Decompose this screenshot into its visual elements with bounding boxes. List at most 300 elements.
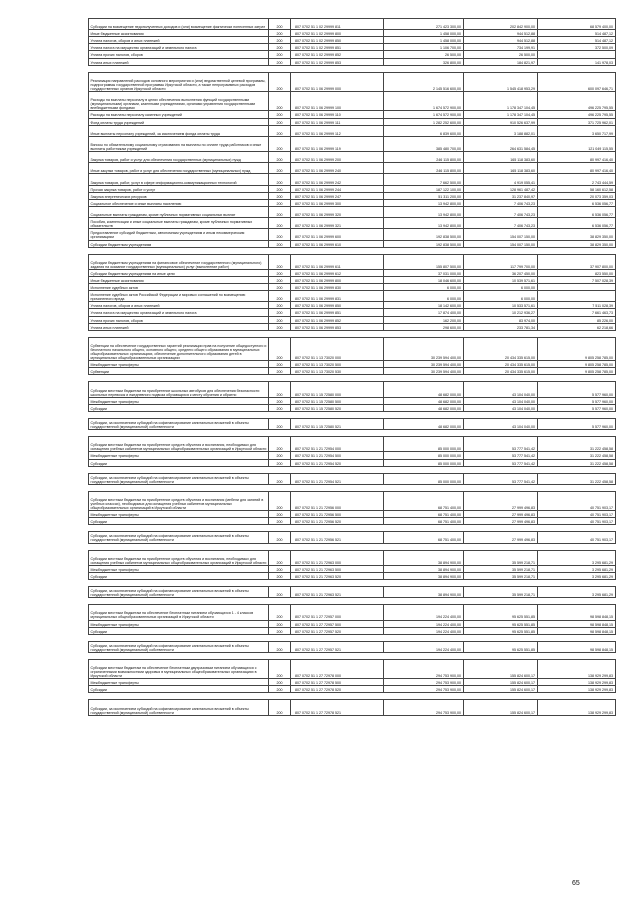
- executed-amount: 27 999 496,83: [463, 511, 537, 518]
- line-code: 200: [269, 572, 291, 579]
- approved-amount: 194 224 400,00: [383, 641, 463, 652]
- budget-classification-code: 807 0702 51 1 27 72978 520: [291, 686, 384, 693]
- approved-amount: 1 282 252 600,00: [383, 118, 463, 125]
- remaining-amount: 6 536 056,77: [537, 199, 615, 206]
- table-row: [89, 229, 616, 240]
- table-row: [89, 192, 616, 199]
- remaining-amount: 40 751 903,17: [537, 532, 615, 543]
- table-row: [89, 163, 616, 174]
- line-code: 200: [269, 152, 291, 163]
- line-code: 200: [269, 125, 291, 136]
- remaining-amount: 3 295 681,29: [537, 565, 615, 572]
- approved-amount: 48 682 000,00: [383, 404, 463, 411]
- executed-amount: 6 000,00: [463, 284, 537, 291]
- remaining-amount: 141 978,03: [537, 58, 615, 65]
- table-row: [89, 51, 616, 58]
- row-spacer: [89, 330, 616, 337]
- budget-classification-code: 807 0702 51 1 21 72963 521: [291, 587, 384, 598]
- line-code: 200: [269, 37, 291, 44]
- approved-amount: 294 753 900,00: [383, 659, 463, 678]
- budget-classification-code: 807 0702 51 1 06 29999 800: [291, 277, 384, 284]
- remaining-amount: 98 598 848,15: [537, 627, 615, 634]
- budget-classification-code: 807 0702 51 1 06 29999 851: [291, 309, 384, 316]
- page-number: 65: [572, 880, 580, 887]
- table-row: [89, 152, 616, 163]
- budget-classification-code: 807 0702 51 1 06 29999 244: [291, 185, 384, 192]
- table-row: [89, 309, 616, 316]
- executed-amount: 31 237 840,97: [463, 192, 537, 199]
- line-item-name: Субсидии бюджетным учреждениям на финансовое обеспечение государственного (муниципального) задания на оказание государственных (муниципальных) услуг (выполнение работ): [89, 254, 269, 269]
- table-body: [89, 19, 616, 716]
- executed-amount: 36 207 450,00: [463, 269, 537, 276]
- approved-amount: 48 682 000,00: [383, 397, 463, 404]
- approved-amount: 85 000 000,00: [383, 473, 463, 484]
- line-item-name: Межбюджетные трансферты: [89, 620, 269, 627]
- budget-classification-code: 807 0702 51 1 06 29999 247: [291, 192, 384, 199]
- approved-amount: 18 142 600,00: [383, 302, 463, 309]
- approved-amount: 194 224 400,00: [383, 605, 463, 620]
- remaining-amount: 371 725 962,01: [537, 118, 615, 125]
- remaining-amount: 9 805 258 785,00: [537, 337, 615, 361]
- table-row: [89, 659, 616, 678]
- line-item-name: Уплата налога на имущество организаций и земельного налога: [89, 44, 269, 51]
- line-item-name: Межбюджетные трансферты: [89, 565, 269, 572]
- budget-classification-code: 807 0702 51 1 06 29999 111: [291, 118, 384, 125]
- executed-amount: 910 526 637,99: [463, 118, 537, 125]
- line-code: 200: [269, 382, 291, 397]
- line-item-name: Субсидии, за исключением субсидий на софинансирование капитальных вложений в объекты государственной (муниципальной) собственности: [89, 587, 269, 598]
- executed-amount: 7 406 743,23: [463, 206, 537, 217]
- line-item-name: Исполнение судебных актов: [89, 284, 269, 291]
- line-item-name: Субсидии, за исключением субсидий на софинансирование капитальных вложений в объекты государственной (муниципальной) собственности: [89, 418, 269, 429]
- spacer-cell: [89, 65, 616, 72]
- executed-amount: 95 625 551,85: [463, 605, 537, 620]
- approved-amount: 246 115 800,00: [383, 163, 463, 174]
- table-row: [89, 269, 616, 276]
- executed-amount: 43 104 040,00: [463, 418, 537, 429]
- line-code: 200: [269, 174, 291, 185]
- line-item-name: Исполнение судебных актов Российской Федерации и мировых соглашений по возмещению причиненного вреда: [89, 291, 269, 302]
- table-row: [89, 302, 616, 309]
- table-row: [89, 686, 616, 693]
- executed-amount: 155 824 600,17: [463, 700, 537, 715]
- table-row: [89, 627, 616, 634]
- executed-amount: 7 406 743,23: [463, 199, 537, 206]
- line-item-name: Уплата иных платежей: [89, 58, 269, 65]
- approved-amount: 38 894 900,00: [383, 587, 463, 598]
- table-row: [89, 277, 616, 284]
- budget-classification-code: 807 0702 51 1 06 29999 242: [291, 174, 384, 185]
- table-row: [89, 199, 616, 206]
- remaining-amount: 6 536 056,77: [537, 218, 615, 229]
- executed-amount: 35 599 218,71: [463, 565, 537, 572]
- budget-classification-code: 807 0702 51 1 21 72954 500: [291, 452, 384, 459]
- line-item-name: Пособия, компенсации и иные социальные выплаты гражданам, кроме публичных нормативных обязательств: [89, 218, 269, 229]
- budget-classification-code: 807 0702 51 1 27 72978 521: [291, 700, 384, 715]
- spacer-cell: [89, 525, 616, 532]
- spacer-cell: [89, 652, 616, 659]
- executed-amount: 3 188 882,01: [463, 125, 537, 136]
- budget-classification-code: 807 0702 51 1 13 73020 500: [291, 361, 384, 368]
- approved-amount: 385 480 700,00: [383, 136, 463, 151]
- remaining-amount: 31 222 458,58: [537, 437, 615, 452]
- approved-amount: 13 942 800,00: [383, 206, 463, 217]
- line-code: 200: [269, 240, 291, 247]
- spacer-cell: [89, 484, 616, 491]
- approved-amount: 38 894 900,00: [383, 550, 463, 565]
- budget-classification-code: 807 0702 51 1 06 29999 850: [291, 302, 384, 309]
- remaining-amount: 98 598 848,15: [537, 641, 615, 652]
- line-code: 200: [269, 565, 291, 572]
- table-row: [89, 572, 616, 579]
- remaining-amount: 31 222 458,58: [537, 459, 615, 466]
- line-code: 200: [269, 620, 291, 627]
- executed-amount: 155 824 600,17: [463, 659, 537, 678]
- budget-classification-code: 807 0702 51 1 06 29999 831: [291, 291, 384, 302]
- line-code: 200: [269, 511, 291, 518]
- approved-amount: 37 031 000,00: [383, 269, 463, 276]
- approved-amount: 68 751 400,00: [383, 511, 463, 518]
- executed-amount: 27 999 496,83: [463, 518, 537, 525]
- executed-amount: 6 000,00: [463, 291, 537, 302]
- remaining-amount: 3 295 681,29: [537, 550, 615, 565]
- table-row: [89, 118, 616, 125]
- line-item-name: Субсидии, за исключением субсидий на софинансирование капитальных вложений в объекты государственной (муниципальной) собственности: [89, 532, 269, 543]
- line-code: 200: [269, 163, 291, 174]
- line-item-name: Субсидии местным бюджетам на обеспечение бесплатным питанием обучающихся 1 - 4 классов муниципальных общеобразовательных организаций в Иркутской области: [89, 605, 269, 620]
- remaining-amount: 80 997 416,40: [537, 152, 615, 163]
- executed-amount: 20 434 335 615,00: [463, 337, 537, 361]
- approved-amount: 6 000,00: [383, 291, 463, 302]
- remaining-amount: 98 598 848,15: [537, 620, 615, 627]
- budget-classification-code: 807 0702 51 1 27 72957 521: [291, 641, 384, 652]
- budget-classification-code: 807 0702 51 1 27 72957 000: [291, 605, 384, 620]
- line-item-name: Субсидии: [89, 518, 269, 525]
- executed-amount: 264 631 584,45: [463, 136, 537, 151]
- approved-amount: 18 046 600,00: [383, 277, 463, 284]
- budget-classification-code: 807 0702 51 1 02 29999 800: [291, 30, 384, 37]
- line-code: 200: [269, 269, 291, 276]
- table-row: [89, 291, 616, 302]
- executed-amount: 35 599 218,71: [463, 587, 537, 598]
- line-code: 200: [269, 118, 291, 125]
- approved-amount: 162 200,00: [383, 316, 463, 323]
- executed-amount: 20 434 335 615,00: [463, 361, 537, 368]
- line-code: 200: [269, 459, 291, 466]
- line-code: 200: [269, 30, 291, 37]
- approved-amount: 155 807 500,00: [383, 254, 463, 269]
- table-row: [89, 459, 616, 466]
- executed-amount: 10 533 571,61: [463, 302, 537, 309]
- row-spacer: [89, 525, 616, 532]
- budget-classification-code: 807 0702 51 1 27 72957 500: [291, 620, 384, 627]
- remaining-amount: 20 073 359,03: [537, 192, 615, 199]
- approved-amount: 7 662 500,00: [383, 174, 463, 185]
- table-row: [89, 550, 616, 565]
- line-item-name: Субсидии местным бюджетам на приобретение средств обучения и воспитания (мебели для занятий в учебных классах), необходимых для оснащения учебных кабинетов муниципальных общеобразовательных организаций в Иркутской области: [89, 491, 269, 510]
- table-row: [89, 382, 616, 397]
- executed-amount: 1 178 347 104,45: [463, 111, 537, 118]
- remaining-amount: 5 577 960,00: [537, 397, 615, 404]
- executed-amount: 202 842 900,00: [463, 19, 537, 30]
- budget-classification-code: 807 0702 51 1 27 72978 000: [291, 659, 384, 678]
- executed-amount: 27 999 496,83: [463, 491, 537, 510]
- executed-amount: 35 599 218,71: [463, 572, 537, 579]
- line-item-name: Предоставление субсидий бюджетным, автономным учреждениям и иным некоммерческим организациям: [89, 229, 269, 240]
- line-code: 200: [269, 473, 291, 484]
- line-code: 200: [269, 605, 291, 620]
- budget-execution-table: [88, 18, 616, 716]
- approved-amount: 1 458 000,00: [383, 37, 463, 44]
- remaining-amount: 40 751 903,17: [537, 491, 615, 510]
- approved-amount: 194 224 400,00: [383, 620, 463, 627]
- line-item-name: Уплата прочих налогов, сборов: [89, 316, 269, 323]
- remaining-amount: 5 577 960,00: [537, 382, 615, 397]
- executed-amount: 4 919 055,41: [463, 174, 537, 185]
- remaining-amount: 85 226,00: [537, 316, 615, 323]
- approved-amount: 194 224 400,00: [383, 627, 463, 634]
- budget-classification-code: 807 0702 51 1 15 72580 500: [291, 397, 384, 404]
- line-code: 200: [269, 679, 291, 686]
- line-item-name: Уплата иных платежей: [89, 323, 269, 330]
- budget-classification-code: 807 0702 51 1 02 29999 853: [291, 58, 384, 65]
- remaining-amount: 38 829 350,00: [537, 229, 615, 240]
- budget-classification-code: 807 0702 51 1 06 29999 300: [291, 199, 384, 206]
- table-row: [89, 437, 616, 452]
- line-code: 200: [269, 337, 291, 361]
- remaining-amount: 9 805 258 785,00: [537, 361, 615, 368]
- budget-classification-code: 807 0702 51 1 27 72978 500: [291, 679, 384, 686]
- remaining-amount: 138 929 299,83: [537, 659, 615, 678]
- table-row: [89, 473, 616, 484]
- line-item-name: Уплата налогов, сборов и иных платежей: [89, 37, 269, 44]
- line-item-name: Прочая закупка товаров, работ и услуг: [89, 185, 269, 192]
- approved-amount: 26 500,00: [383, 51, 463, 58]
- line-code: 200: [269, 404, 291, 411]
- table-row: [89, 185, 616, 192]
- line-item-name: Межбюджетные трансферты: [89, 397, 269, 404]
- executed-amount: 154 007 150,00: [463, 240, 537, 247]
- remaining-amount: 38 829 350,00: [537, 240, 615, 247]
- budget-classification-code: 807 0702 51 1 02 29999 850: [291, 37, 384, 44]
- line-item-name: Субсидии бюджетным учреждениям на иные цели: [89, 269, 269, 276]
- line-item-name: Расходы на выплаты персоналу казенных учреждений: [89, 111, 269, 118]
- executed-amount: 184 821,97: [463, 58, 537, 65]
- executed-amount: 53 777 541,42: [463, 459, 537, 466]
- table-row: [89, 30, 616, 37]
- row-spacer: [89, 634, 616, 641]
- table-row: [89, 565, 616, 572]
- executed-amount: 165 118 383,60: [463, 163, 537, 174]
- line-code: 200: [269, 58, 291, 65]
- budget-classification-code: 807 0702 51 1 06 29999 200: [291, 152, 384, 163]
- executed-amount: 83 974,00: [463, 316, 537, 323]
- table-row: [89, 125, 616, 136]
- remaining-amount: 372 500,09: [537, 44, 615, 51]
- line-code: 200: [269, 491, 291, 510]
- approved-amount: 68 751 400,00: [383, 491, 463, 510]
- line-item-name: Субсидии местным бюджетам на приобретение средств обучения и воспитания, необходимых для оснащения учебных кабинетов муниципальных общеобразовательных организаций в Иркутской области: [89, 550, 269, 565]
- line-item-name: Реализация направлений расходов основного мероприятия и (или) ведомственной целевой программы, подпрограммы государственной программы Иркутской области, а также непрограммных расходов государственных органов Иркутской области: [89, 72, 269, 91]
- budget-classification-code: 807 0702 51 1 06 29999 110: [291, 111, 384, 118]
- line-item-name: Субсидии: [89, 459, 269, 466]
- remaining-amount: 37 907 800,00: [537, 254, 615, 269]
- budget-classification-code: 807 0702 51 1 13 73020 530: [291, 368, 384, 375]
- row-spacer: [89, 247, 616, 254]
- table-row: [89, 404, 616, 411]
- executed-amount: 154 007 150,00: [463, 229, 537, 240]
- line-code: 200: [269, 587, 291, 598]
- approved-amount: 17 874 400,00: [383, 309, 463, 316]
- remaining-amount: 40 751 903,17: [537, 511, 615, 518]
- line-item-name: Иные закупки товаров, работ и услуг для обеспечения государственных (муниципальных) нужд: [89, 163, 269, 174]
- line-item-name: Межбюджетные трансферты: [89, 361, 269, 368]
- line-code: 200: [269, 277, 291, 284]
- budget-classification-code: 807 0702 51 1 06 29999 852: [291, 316, 384, 323]
- executed-amount: 10 212 936,27: [463, 309, 537, 316]
- line-item-name: Уплата налога на имущество организаций и земельного налога: [89, 309, 269, 316]
- budget-classification-code: 807 0702 51 1 21 72956 000: [291, 491, 384, 510]
- table-row: [89, 532, 616, 543]
- remaining-amount: 121 049 115,55: [537, 136, 615, 151]
- approved-amount: 85 000 000,00: [383, 459, 463, 466]
- remaining-amount: 514 487,12: [537, 37, 615, 44]
- remaining-amount: 3 295 681,29: [537, 572, 615, 579]
- approved-amount: 1 674 572 900,00: [383, 111, 463, 118]
- executed-amount: 26 500,00: [463, 51, 537, 58]
- approved-amount: 294 753 900,00: [383, 679, 463, 686]
- line-item-name: Взносы по обязательному социальному страхованию на выплаты по оплате труда работников и иные выплаты работникам учреждений: [89, 136, 269, 151]
- executed-amount: 53 777 541,42: [463, 437, 537, 452]
- line-item-name: Расходы на выплаты персоналу в целях обеспечения выполнения функций государственными (муниципальными) органами, казенными учреждениями, органами управления государственными внебюджетными фондами: [89, 92, 269, 111]
- budget-classification-code: 807 0702 51 1 21 72963 500: [291, 565, 384, 572]
- executed-amount: 53 777 541,42: [463, 473, 537, 484]
- line-item-name: Межбюджетные трансферты: [89, 679, 269, 686]
- remaining-amount: 600 097 646,71: [537, 72, 615, 91]
- approved-amount: 187 122 100,00: [383, 185, 463, 192]
- budget-classification-code: 807 0702 51 1 06 29999 321: [291, 218, 384, 229]
- approved-amount: 68 751 400,00: [383, 532, 463, 543]
- executed-amount: 20 434 335 615,00: [463, 368, 537, 375]
- line-code: 200: [269, 185, 291, 192]
- approved-amount: 30 239 594 400,00: [383, 361, 463, 368]
- approved-amount: 246 115 800,00: [383, 152, 463, 163]
- line-item-name: Субсидии: [89, 404, 269, 411]
- approved-amount: 85 000 000,00: [383, 437, 463, 452]
- remaining-amount: 514 487,12: [537, 30, 615, 37]
- budget-classification-code: 807 0702 51 1 06 29999 320: [291, 206, 384, 217]
- table-row: [89, 240, 616, 247]
- remaining-amount: 62 218,66: [537, 323, 615, 330]
- spacer-cell: [89, 598, 616, 605]
- line-item-name: Субсидии местным бюджетам на приобретение школьных автобусов для обеспечения безопасности школьных перевозок и ежедневного подвоза обучающихся к месту обучения и обратно: [89, 382, 269, 397]
- executed-amount: 7 406 743,23: [463, 218, 537, 229]
- line-code: 200: [269, 550, 291, 565]
- row-spacer: [89, 484, 616, 491]
- line-code: 200: [269, 218, 291, 229]
- line-code: 200: [269, 254, 291, 269]
- table-row: [89, 323, 616, 330]
- approved-amount: 38 894 900,00: [383, 565, 463, 572]
- line-item-name: Субсидии, за исключением субсидий на софинансирование капитальных вложений в объекты государственной (муниципальной) собственности: [89, 700, 269, 715]
- approved-amount: 1 674 572 900,00: [383, 92, 463, 111]
- line-item-name: Фонд оплаты труда учреждений: [89, 118, 269, 125]
- line-code: 200: [269, 192, 291, 199]
- budget-report-sheet: [88, 18, 613, 716]
- line-item-name: Субсидии: [89, 686, 269, 693]
- spacer-cell: [89, 375, 616, 382]
- budget-classification-code: 807 0702 51 1 21 72956 520: [291, 518, 384, 525]
- line-code: 200: [269, 518, 291, 525]
- spacer-cell: [89, 330, 616, 337]
- line-item-name: Субсидии местным бюджетам на обеспечение бесплатным двухразовым питанием обучающихся с ограниченными возможностями здоровья в муниципальных общеобразовательных организациях в Иркутской области: [89, 659, 269, 678]
- remaining-amount: 6 536 056,77: [537, 206, 615, 217]
- line-item-name: Уплата налогов, сборов и иных платежей: [89, 302, 269, 309]
- approved-amount: 6 839 600,00: [383, 125, 463, 136]
- approved-amount: 13 942 800,00: [383, 218, 463, 229]
- budget-classification-code: 807 0702 51 1 06 29999 600: [291, 229, 384, 240]
- row-spacer: [89, 430, 616, 437]
- line-code: 200: [269, 452, 291, 459]
- table-row: [89, 92, 616, 111]
- approved-amount: 38 894 900,00: [383, 572, 463, 579]
- executed-amount: 43 104 040,00: [463, 404, 537, 411]
- executed-amount: 43 104 040,00: [463, 382, 537, 397]
- line-code: 200: [269, 323, 291, 330]
- budget-classification-code: 807 0702 51 1 02 29999 811: [291, 19, 384, 30]
- remaining-amount: 138 929 299,83: [537, 679, 615, 686]
- line-code: 200: [269, 700, 291, 715]
- remaining-amount: 98 598 848,15: [537, 605, 615, 620]
- approved-amount: 298 600,00: [383, 323, 463, 330]
- line-code: 200: [269, 72, 291, 91]
- row-spacer: [89, 375, 616, 382]
- executed-amount: 10 539 571,61: [463, 277, 537, 284]
- executed-amount: 95 625 551,85: [463, 627, 537, 634]
- budget-classification-code: 807 0702 51 1 15 72580 520: [291, 404, 384, 411]
- executed-amount: 734 199,91: [463, 44, 537, 51]
- approved-amount: 1 106 700,00: [383, 44, 463, 51]
- budget-classification-code: 807 0702 51 1 13 73020 000: [291, 337, 384, 361]
- line-code: 200: [269, 199, 291, 206]
- approved-amount: 192 838 500,00: [383, 240, 463, 247]
- remaining-amount: 3 295 681,29: [537, 587, 615, 598]
- remaining-amount: 138 929 299,83: [537, 700, 615, 715]
- line-item-name: Социальное обеспечение и иные выплаты населению: [89, 199, 269, 206]
- line-code: 200: [269, 51, 291, 58]
- line-item-name: Закупка товаров, работ, услуг в сфере информационно-коммуникационных технологий: [89, 174, 269, 185]
- line-code: 200: [269, 206, 291, 217]
- budget-classification-code: 807 0702 51 1 06 29999 853: [291, 323, 384, 330]
- line-item-name: Уплата прочих налогов, сборов: [89, 51, 269, 58]
- table-row: [89, 587, 616, 598]
- spacer-cell: [89, 466, 616, 473]
- executed-amount: 27 999 496,83: [463, 532, 537, 543]
- approved-amount: 30 239 594 400,00: [383, 368, 463, 375]
- line-code: 200: [269, 44, 291, 51]
- budget-classification-code: 807 0702 51 1 06 29999 000: [291, 72, 384, 91]
- executed-amount: 155 824 600,17: [463, 679, 537, 686]
- table-row: [89, 136, 616, 151]
- executed-amount: 43 104 040,00: [463, 397, 537, 404]
- row-spacer: [89, 411, 616, 418]
- remaining-amount: 9 805 258 785,00: [537, 368, 615, 375]
- approved-amount: 192 838 500,00: [383, 229, 463, 240]
- line-code: 200: [269, 302, 291, 309]
- table-row: [89, 254, 616, 269]
- table-row: [89, 700, 616, 715]
- budget-classification-code: 807 0702 51 1 02 29999 852: [291, 51, 384, 58]
